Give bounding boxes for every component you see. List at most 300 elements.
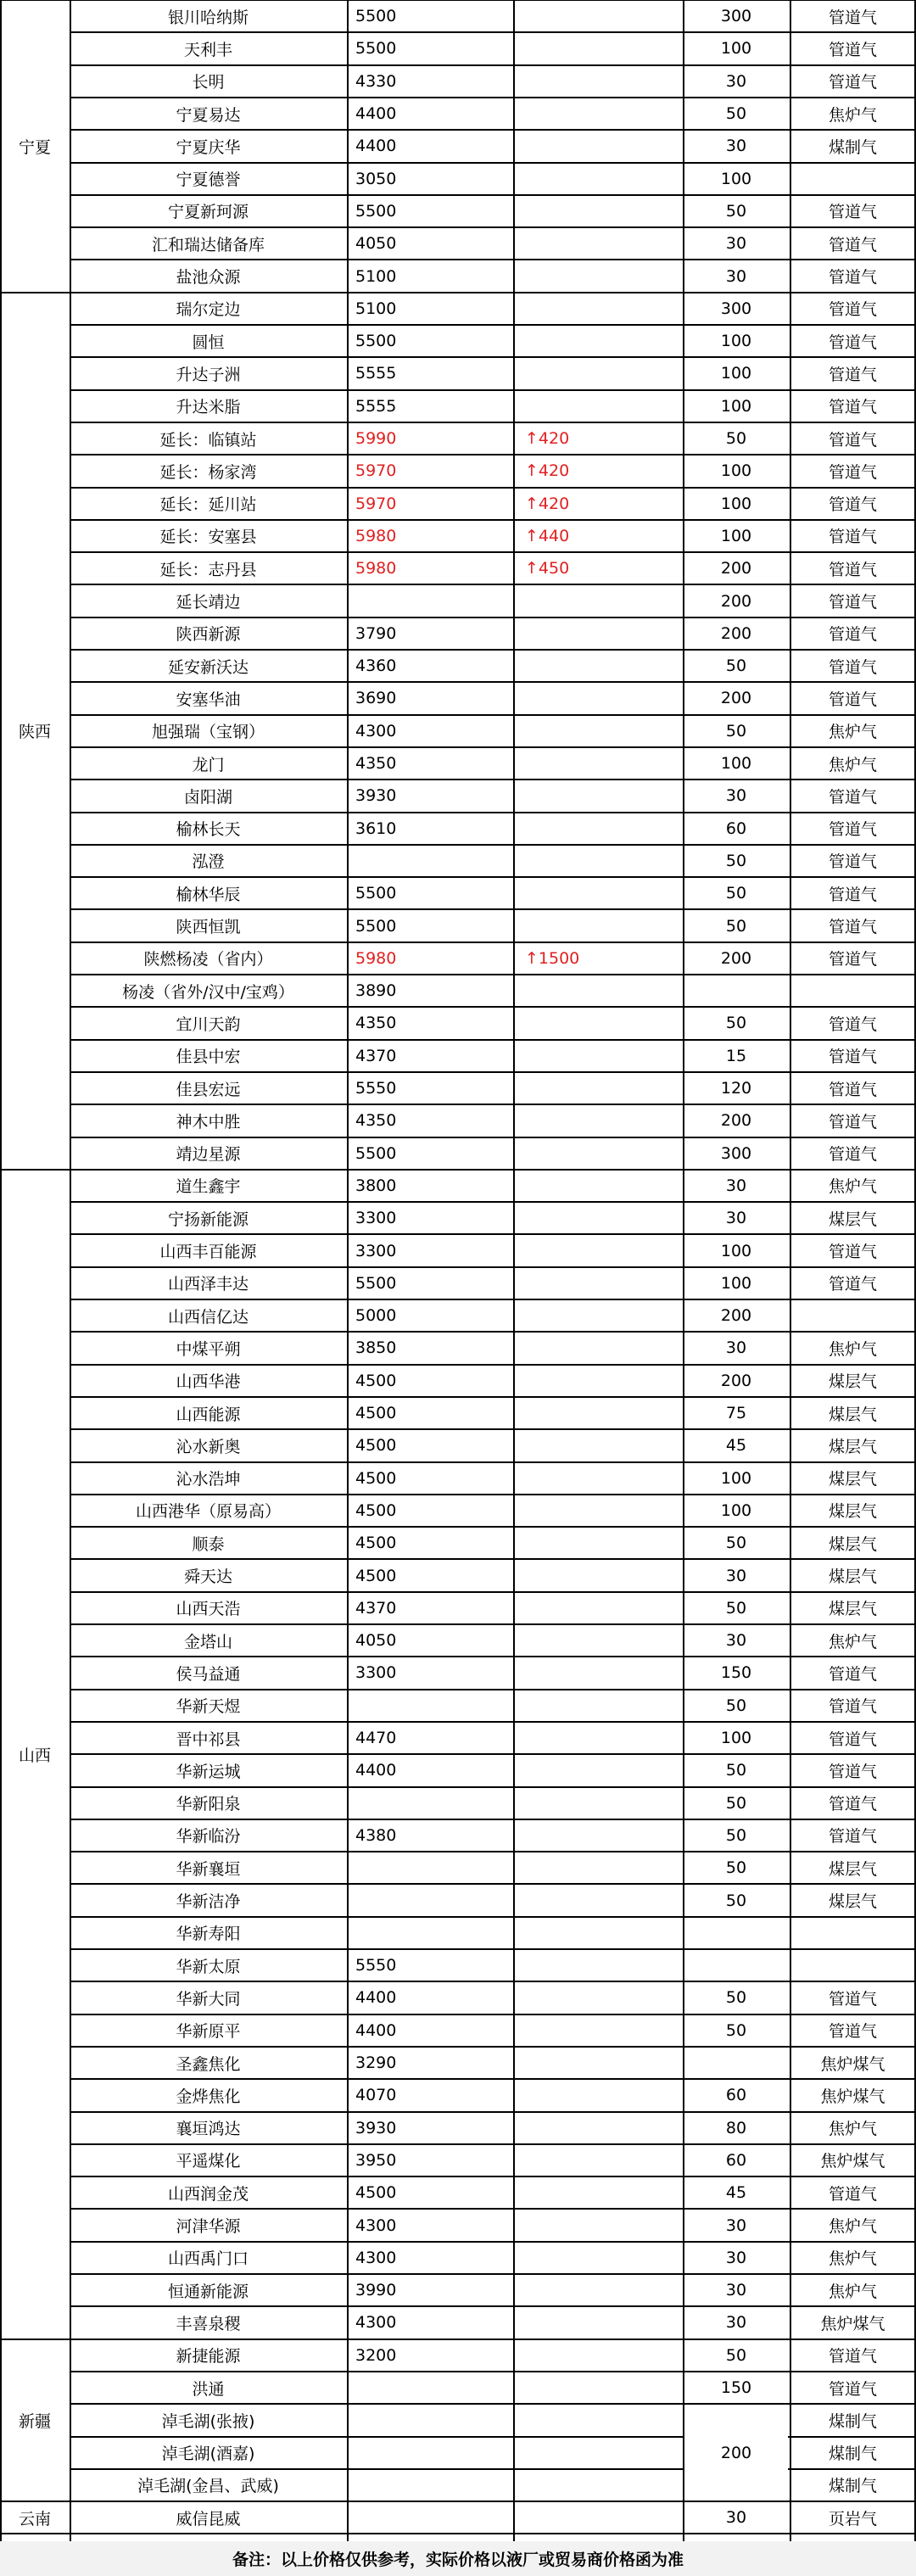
name-cell: 华新临汾 — [176, 1827, 241, 1847]
name-cell: 榆林长天 — [176, 820, 241, 840]
name-cell: 山西天浩 — [176, 1600, 241, 1619]
volume-cell: 50 — [725, 1761, 747, 1780]
change-cell — [513, 1072, 683, 1104]
change-cell — [513, 1365, 683, 1397]
name-cell: 道生鑫宇 — [176, 1177, 241, 1197]
name-cell: 华新阳泉 — [176, 1795, 241, 1814]
volume-cell: 200 — [720, 591, 752, 611]
price-cell: 3200 — [355, 2345, 397, 2365]
change-cell — [513, 2242, 683, 2274]
type-cell: 管道气 — [828, 2184, 877, 2204]
change-cell — [513, 1040, 683, 1072]
name-cell: 宁夏易达 — [176, 105, 241, 125]
table-row — [0, 455, 916, 487]
change-cell — [513, 2014, 683, 2047]
change-cell — [513, 2372, 683, 2404]
price-cell: 5980 — [355, 948, 397, 968]
change-cell — [513, 2079, 683, 2111]
volume-cell — [683, 2047, 790, 2079]
price-cell: 5500 — [355, 332, 397, 351]
name-cell: 山西华港 — [176, 1372, 241, 1392]
price-cell: 5100 — [355, 266, 397, 286]
volume-cell — [683, 1917, 790, 1949]
type-cell: 焦炉煤气 — [820, 2152, 885, 2171]
name-cell: 佳县宏远 — [176, 1080, 241, 1099]
volume-cell: 30 — [725, 1176, 747, 1195]
volume-cell: 50 — [725, 1793, 747, 1813]
volume-cell — [683, 1949, 790, 1981]
name-cell: 圆恒 — [192, 332, 225, 352]
table-row — [0, 2112, 916, 2144]
row-divider — [0, 292, 916, 293]
table-row — [0, 1462, 916, 1495]
change-cell — [513, 1690, 683, 1722]
change-cell — [513, 617, 683, 650]
table-row — [0, 2014, 916, 2047]
price-cell: 3290 — [355, 2054, 397, 2073]
change-cell — [513, 1884, 683, 1916]
type-cell: 煤层气 — [828, 1405, 877, 1424]
type-cell: 焦炉气 — [828, 2249, 877, 2269]
price-cell: 3790 — [355, 623, 397, 643]
type-cell: 管道气 — [828, 885, 877, 904]
table-row — [0, 1104, 916, 1137]
volume-cell: 30 — [725, 234, 747, 254]
volume-cell: 60 — [725, 2086, 747, 2105]
table-row — [0, 2501, 916, 2534]
type-cell: 煤层气 — [828, 1567, 877, 1587]
price-cell: 5970 — [355, 494, 397, 513]
table-row — [0, 2372, 916, 2404]
change-cell — [513, 1917, 683, 1949]
change-cell: ↑420 — [525, 461, 570, 481]
name-cell: 新捷能源 — [176, 2347, 241, 2366]
volume-cell: 50 — [725, 201, 747, 221]
table-row — [0, 2079, 916, 2111]
volume-cell: 50 — [725, 1858, 747, 1878]
volume-cell: 50 — [725, 721, 747, 740]
price-cell — [347, 1852, 513, 1884]
price-cell: 4350 — [355, 1111, 397, 1131]
change-cell — [513, 325, 683, 357]
price-cell: 5555 — [355, 396, 397, 416]
type-cell: 管道气 — [828, 950, 877, 969]
type-cell: 煤制气 — [828, 2477, 877, 2496]
table-row — [0, 813, 916, 845]
volume-cell: 150 — [720, 1663, 752, 1683]
table-row — [0, 1754, 916, 1786]
volume-cell: 30 — [725, 2248, 747, 2267]
name-cell: 平遥煤化 — [176, 2152, 241, 2171]
name-cell: 陕西新源 — [176, 625, 241, 645]
price-cell: 5980 — [355, 559, 397, 578]
volume-cell: 300 — [720, 299, 752, 318]
change-cell — [513, 1592, 683, 1624]
name-cell: 山西禹门口 — [167, 2249, 249, 2269]
change-cell — [513, 1202, 683, 1234]
table-row — [0, 1072, 916, 1104]
name-cell: 盐池众源 — [176, 268, 241, 288]
type-cell: 煤层气 — [828, 1372, 877, 1392]
row-divider — [0, 2339, 916, 2340]
table-row — [0, 1267, 916, 1299]
type-cell: 焦炉气 — [828, 1177, 877, 1197]
change-cell — [513, 877, 683, 909]
table-row — [0, 1007, 916, 1039]
table-row — [0, 1657, 916, 1689]
volume-cell: 100 — [720, 39, 752, 59]
table-row — [0, 1170, 916, 1202]
volume-cell: 100 — [720, 461, 752, 481]
price-cell: 5500 — [355, 1273, 397, 1293]
table-row — [0, 2274, 916, 2306]
volume-cell: 75 — [725, 1404, 747, 1423]
table-row — [0, 0, 916, 32]
volume-cell: 300 — [720, 7, 752, 26]
type-cell: 管道气 — [828, 1112, 877, 1132]
volume-cell: 30 — [725, 2313, 747, 2333]
table-row — [0, 1527, 916, 1559]
table-row — [0, 1299, 916, 1332]
table-row — [0, 617, 916, 650]
change-cell — [513, 130, 683, 162]
type-cell: 管道气 — [828, 203, 877, 222]
type-cell: 焦炉气 — [828, 1632, 877, 1651]
table-row — [0, 260, 916, 292]
type-cell: 煤层气 — [828, 1859, 877, 1879]
table-row — [0, 1981, 916, 2014]
change-cell — [513, 2209, 683, 2241]
volume-cell: 50 — [725, 429, 747, 449]
type-cell: 管道气 — [828, 1080, 877, 1099]
type-cell: 管道气 — [828, 1048, 877, 1067]
price-cell: 5500 — [355, 39, 397, 59]
price-cell: 4500 — [355, 1371, 397, 1390]
type-cell — [790, 975, 916, 1007]
table-row — [0, 195, 916, 227]
change-cell — [513, 1624, 683, 1657]
name-cell: 泓澄 — [192, 852, 225, 872]
type-cell: 管道气 — [828, 2379, 877, 2399]
name-cell: 华新运城 — [176, 1762, 241, 1781]
table-row — [0, 1852, 916, 1884]
change-cell — [513, 1299, 683, 1332]
table-row — [0, 1690, 916, 1722]
change-cell — [513, 780, 683, 812]
change-cell — [513, 584, 683, 617]
price-cell: 4370 — [355, 1598, 397, 1618]
type-cell — [790, 1949, 916, 1981]
price-cell: 4500 — [355, 1404, 397, 1423]
price-cell: 5990 — [355, 429, 397, 449]
name-cell: 沁水浩坤 — [176, 1470, 241, 1489]
table-row — [0, 552, 916, 584]
table-row — [0, 130, 916, 162]
name-cell: 圣鑫焦化 — [176, 2054, 241, 2074]
name-cell: 中煤平朔 — [176, 1339, 241, 1359]
name-cell: 华新太原 — [176, 1957, 241, 1976]
name-cell: 华新寿阳 — [176, 1925, 241, 1944]
price-cell: 5555 — [355, 364, 397, 383]
province-label: 山西 — [18, 1746, 51, 1765]
change-cell — [513, 682, 683, 714]
volume-cell: 100 — [720, 364, 752, 383]
volume-cell: 300 — [720, 1143, 752, 1163]
volume-cell: 200 — [720, 689, 752, 708]
price-cell: 5970 — [355, 461, 397, 481]
table-row — [0, 1819, 916, 1852]
type-cell: 管道气 — [828, 820, 877, 840]
type-cell: 煤层气 — [828, 1534, 877, 1554]
volume-cell: 50 — [725, 104, 747, 124]
table-row — [0, 32, 916, 64]
column-divider — [513, 0, 515, 2541]
province-label: 宁夏 — [18, 137, 51, 157]
price-cell: 5550 — [355, 1956, 397, 1975]
price-cell: 4400 — [355, 2020, 397, 2040]
table-row — [0, 1949, 916, 1981]
volume-cell: 30 — [725, 1566, 747, 1585]
price-cell: 3930 — [355, 2118, 397, 2137]
change-cell — [513, 1462, 683, 1495]
volume-cell: 50 — [725, 1598, 747, 1618]
row-divider — [0, 2501, 916, 2502]
name-cell: 山西能源 — [176, 1405, 241, 1424]
name-cell: 顺泰 — [192, 1534, 225, 1554]
volume-cell: 30 — [725, 2281, 747, 2300]
type-cell: 管道气 — [828, 918, 877, 937]
type-cell: 焦炉煤气 — [820, 2087, 885, 2106]
name-cell: 安塞华油 — [176, 690, 241, 709]
type-cell: 管道气 — [828, 1729, 877, 1749]
type-cell — [790, 1917, 916, 1949]
name-cell: 银川哈纳斯 — [167, 8, 249, 27]
volume-cell: 15 — [725, 1046, 747, 1065]
table-row — [0, 2047, 916, 2079]
price-cell: 4050 — [355, 234, 397, 254]
change-cell — [513, 227, 683, 260]
change-cell — [513, 650, 683, 682]
table-row — [0, 877, 916, 909]
table-row — [0, 1884, 916, 1916]
name-cell: 宁夏德誉 — [176, 170, 241, 190]
type-cell: 煤层气 — [828, 1210, 877, 1229]
price-cell: 3950 — [355, 2150, 397, 2170]
name-cell: 神木中胜 — [176, 1112, 241, 1132]
table-row — [0, 1787, 916, 1819]
change-cell — [513, 2501, 683, 2534]
volume-cell: 30 — [725, 71, 747, 91]
type-cell: 管道气 — [828, 657, 877, 677]
name-cell: 金塔山 — [183, 1632, 232, 1651]
price-cell — [347, 2372, 513, 2404]
table-row — [0, 422, 916, 455]
name-cell: 华新洁净 — [176, 1892, 241, 1912]
price-cell: 4400 — [355, 137, 397, 156]
type-cell: 焦炉气 — [828, 2217, 877, 2237]
volume-cell: 50 — [725, 884, 747, 903]
price-cell: 4300 — [355, 2216, 397, 2235]
name-cell: 宁扬新能源 — [167, 1210, 249, 1229]
change-cell — [513, 1852, 683, 1884]
change-cell — [513, 2112, 683, 2144]
change-cell: ↑450 — [525, 559, 570, 578]
price-cell: 3990 — [355, 2281, 397, 2300]
change-cell — [513, 845, 683, 877]
type-cell: 管道气 — [828, 462, 877, 482]
change-cell — [513, 1267, 683, 1299]
change-cell — [513, 1949, 683, 1981]
volume-cell: 50 — [725, 1014, 747, 1033]
name-cell: 天利丰 — [183, 40, 232, 59]
price-cell — [347, 845, 513, 877]
price-cell — [347, 2469, 513, 2501]
price-cell: 4400 — [355, 104, 397, 124]
change-cell — [513, 1787, 683, 1819]
price-cell — [347, 1917, 513, 1949]
name-cell: 洪通 — [192, 2379, 225, 2399]
table-row — [0, 2242, 916, 2274]
price-cell: 4380 — [355, 1825, 397, 1845]
volume-cell: 200 — [720, 1371, 752, 1390]
change-cell — [513, 195, 683, 227]
table-row — [0, 1202, 916, 1234]
price-cell: 5980 — [355, 526, 397, 545]
name-cell: 襄垣鸿达 — [176, 2120, 241, 2139]
name-cell: 汇和瑞达储备库 — [151, 235, 265, 254]
volume-cell: 30 — [725, 786, 747, 806]
volume-cell: 100 — [720, 1273, 752, 1293]
volume-cell: 200 — [720, 1111, 752, 1131]
column-divider — [347, 0, 349, 2541]
column-divider — [0, 0, 2, 2541]
table-row — [0, 780, 916, 812]
price-cell: 4350 — [355, 1014, 397, 1033]
type-cell: 煤制气 — [828, 137, 877, 157]
volume-cell: 30 — [725, 1338, 747, 1358]
type-cell: 管道气 — [828, 332, 877, 352]
price-cell: 4300 — [355, 721, 397, 740]
change-cell — [513, 1429, 683, 1461]
table-row — [0, 1495, 916, 1527]
type-cell: 管道气 — [828, 235, 877, 254]
table-row — [0, 65, 916, 98]
change-cell — [513, 2144, 683, 2176]
change-cell — [513, 1981, 683, 2014]
type-cell: 管道气 — [828, 690, 877, 709]
table-row — [0, 2144, 916, 2176]
name-cell: 华新襄垣 — [176, 1859, 241, 1879]
column-divider — [70, 0, 71, 2541]
type-cell: 焦炉气 — [828, 105, 877, 125]
volume-cell: 50 — [725, 2345, 747, 2365]
name-cell: 华新天煜 — [176, 1697, 241, 1717]
change-cell — [513, 2404, 683, 2436]
table-row — [0, 488, 916, 520]
price-cell — [347, 584, 513, 617]
change-cell — [513, 32, 683, 64]
type-cell: 管道气 — [828, 1014, 877, 1034]
table-row — [0, 2339, 916, 2372]
type-cell: 煤层气 — [828, 1600, 877, 1619]
type-cell: 页岩气 — [828, 2509, 877, 2529]
type-cell: 管道气 — [828, 528, 877, 547]
table-row — [0, 1722, 916, 1754]
volume-cell: 50 — [725, 1825, 747, 1845]
price-cell: 3930 — [355, 786, 397, 806]
volume-cell: 200 — [720, 623, 752, 643]
type-cell: 管道气 — [828, 430, 877, 450]
price-cell: 5100 — [355, 299, 397, 318]
table-row — [0, 1234, 916, 1266]
name-cell: 山西泽丰达 — [167, 1275, 249, 1294]
table-row — [0, 845, 916, 877]
price-cell: 4400 — [355, 1988, 397, 2008]
change-cell — [513, 2306, 683, 2339]
type-cell: 管道气 — [828, 1795, 877, 1814]
change-cell — [513, 2176, 683, 2209]
table-row — [0, 1137, 916, 1170]
change-cell — [513, 1234, 683, 1266]
type-cell — [790, 1299, 916, 1332]
type-cell: 管道气 — [828, 365, 877, 384]
name-cell: 瑞尔定边 — [176, 300, 241, 320]
name-cell: 淖毛湖(金昌、武威) — [137, 2477, 279, 2496]
province-label: 云南 — [18, 2509, 51, 2529]
volume-cell: 100 — [720, 332, 752, 351]
row-divider — [0, 2533, 916, 2534]
volume-cell: 60 — [725, 819, 747, 838]
name-cell: 华新大同 — [176, 1989, 241, 2009]
volume-cell: 50 — [725, 657, 747, 676]
change-cell — [513, 1819, 683, 1852]
price-cell: 4500 — [355, 1436, 397, 1456]
price-cell: 5500 — [355, 1143, 397, 1163]
name-cell: 华新原平 — [176, 2022, 241, 2042]
price-cell — [347, 2404, 513, 2436]
volume-cell: 100 — [720, 396, 752, 416]
name-cell: 晋中祁县 — [176, 1729, 241, 1749]
name-cell: 丰喜泉稷 — [176, 2314, 241, 2333]
volume-cell: 50 — [725, 851, 747, 870]
name-cell: 榆林华辰 — [176, 885, 241, 904]
volume-cell: 50 — [725, 1696, 747, 1715]
name-cell: 舜天达 — [183, 1567, 232, 1587]
change-cell — [513, 2437, 683, 2469]
volume-cell: 50 — [725, 1988, 747, 2008]
volume-cell: 100 — [720, 494, 752, 513]
volume-cell: 50 — [725, 1534, 747, 1553]
table-row — [0, 1559, 916, 1591]
price-cell: 4500 — [355, 1566, 397, 1585]
table-row — [0, 2306, 916, 2339]
price-cell: 4470 — [355, 1729, 397, 1748]
province-label: 陕西 — [18, 723, 51, 742]
change-cell — [513, 1170, 683, 1202]
table-row — [0, 650, 916, 682]
name-cell: 恒通新能源 — [167, 2282, 249, 2301]
province-label: 新疆 — [18, 2411, 51, 2431]
type-cell: 焦炉气 — [828, 755, 877, 774]
price-cell — [347, 2501, 513, 2534]
name-cell: 金烨焦化 — [176, 2087, 241, 2106]
change-cell — [513, 1754, 683, 1786]
price-cell: 5500 — [355, 884, 397, 903]
volume-cell: 100 — [720, 1241, 752, 1260]
type-cell: 管道气 — [828, 1243, 877, 1262]
table-row — [0, 2209, 916, 2241]
type-cell: 管道气 — [828, 8, 877, 27]
